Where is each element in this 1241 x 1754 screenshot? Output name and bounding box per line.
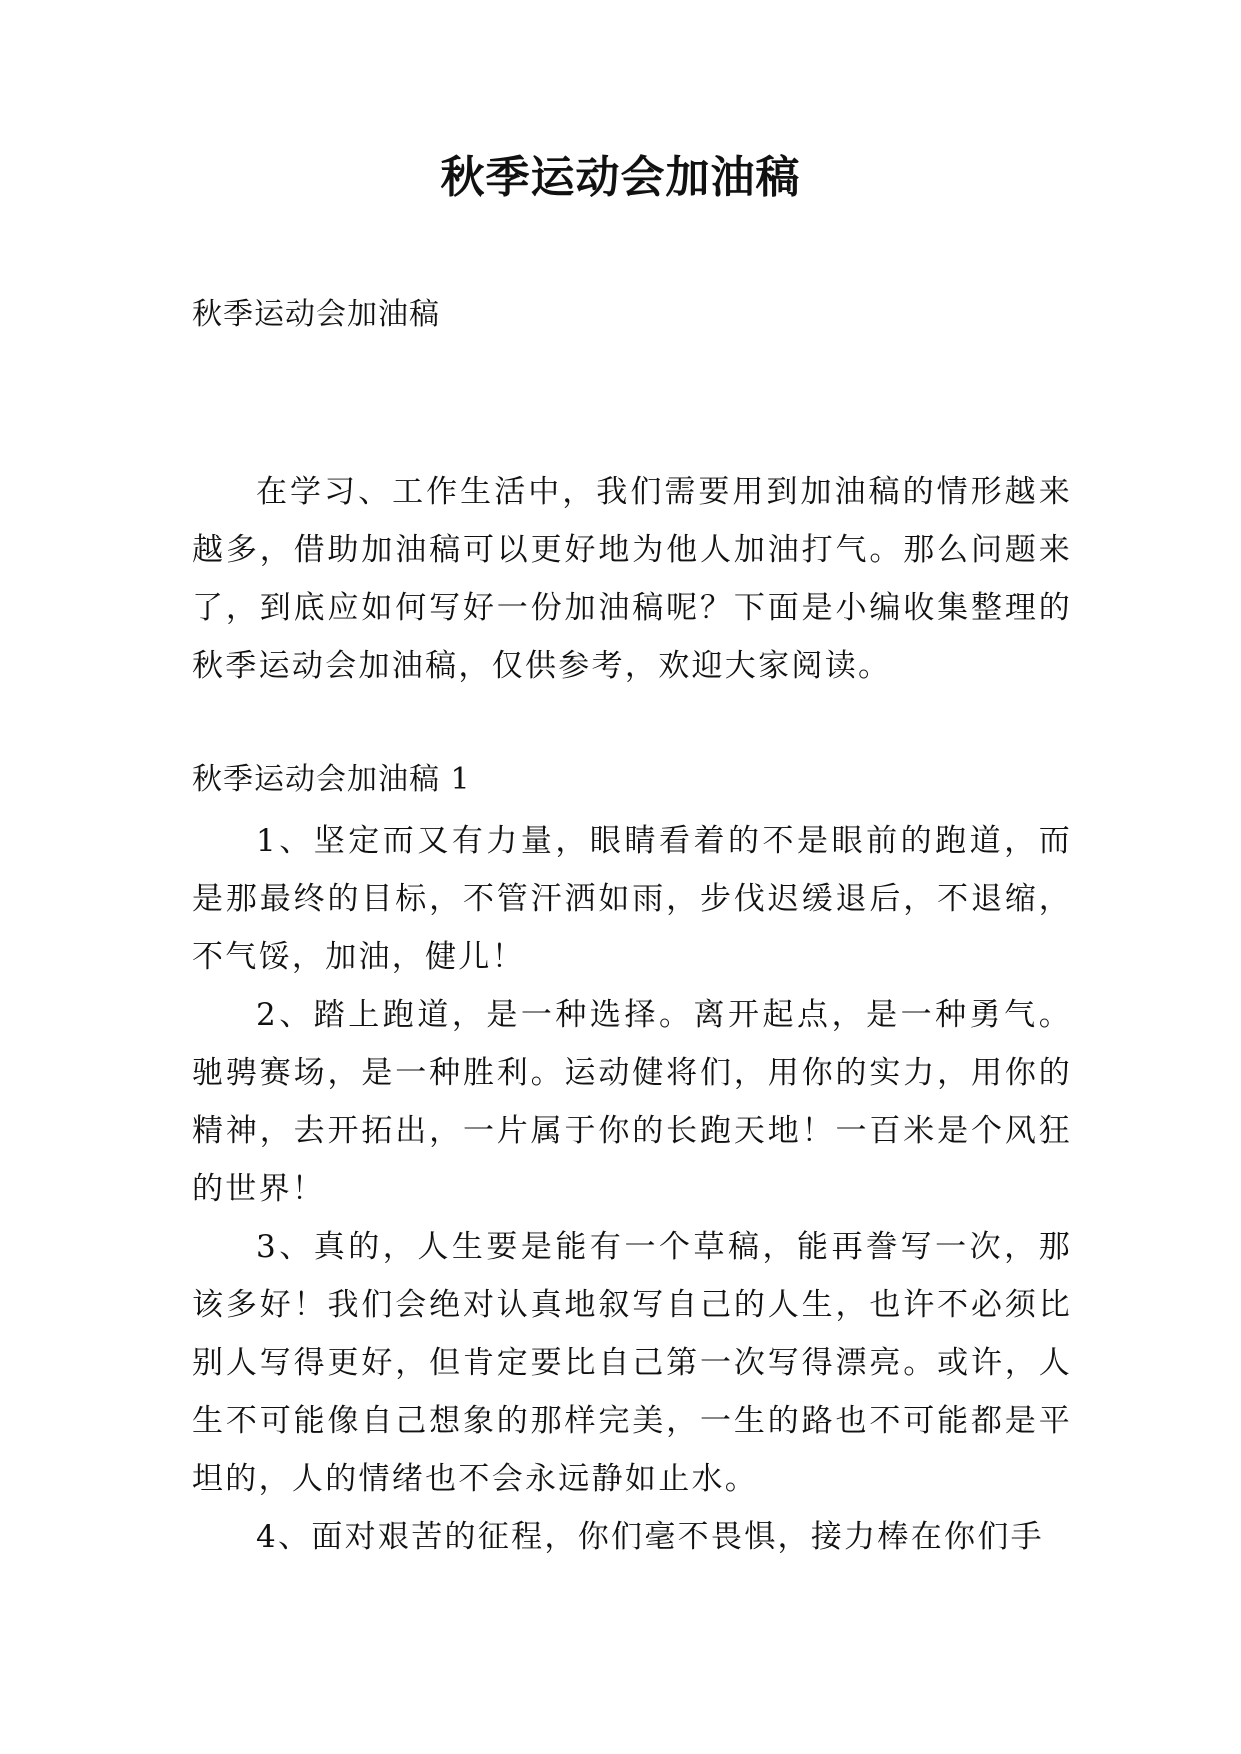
document-subtitle: 秋季运动会加油稿 [192,297,440,332]
intro-paragraph: 在学习、工作生活中，我们需要用到加油稿的情形越来越多，借助加油稿可以更好地为他人加油打气。那么问题来了，到底应如何写好一份加油稿呢？下面是小编收集整理的秋季运动会加油稿，仅供参考，欢迎大家阅读。 [192,474,1072,684]
section-heading: 秋季运动会加油稿 1 [192,762,471,797]
cheer-paragraph-1: 1、坚定而又有力量，眼睛看着的不是眼前的跑道，而是那最终的目标，不管汗洒如雨，步伐迟缓退后，不退缩，不气馁，加油，健儿！ [192,823,1072,975]
cheer-paragraph-3: 3、真的，人生要是能有一个草稿，能再誊写一次，那该多好！我们会绝对认真地叙写自己的人生，也许不必须比别人写得更好，但肯定要比自己第一次写得漂亮。或许，人生不可能像自己想象的那样完美，一生的路也不可能都是平坦的，人的情绪也不会永远静如止水。 [192,1229,1072,1497]
cheer-paragraph-4: 4、面对艰苦的征程，你们毫不畏惧，接力棒在你们手 [256,1519,1044,1555]
cheer-paragraph-2: 2、踏上跑道，是一种选择。离开起点，是一种勇气。驰骋赛场，是一种胜利。运动健将们，用你的实力，用你的精神，去开拓出，一片属于你的长跑天地！一百米是个风狂的世界！ [192,997,1072,1207]
document-title: 秋季运动会加油稿 [440,152,801,203]
